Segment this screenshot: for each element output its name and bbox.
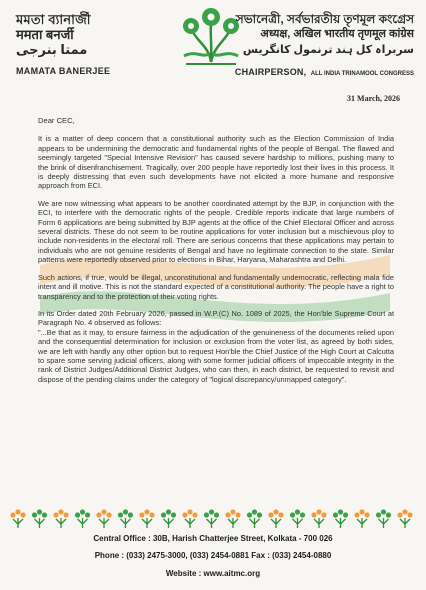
paragraph-3: Such actions, if true, would be illegal, unconstitutional and fundamentally undemocratic, reflecting mala fide intent and ill motive. This is not the standard expected of a constitutional authority. The people have a right to transparency and to the protection of their voting rights. — [38, 272, 394, 301]
court-quote: "...Be that as it may, to ensure fairness in the adjudication of the genuineness of the documents relied upon and the consequential determination for inclusion or exclusion from the voter list, as agreed by both sides, we are left with hardly any other option but to request Hon'ble the Chief Justice of the High Court at Calcutta to spare some serving judicial officers, along with some former judicial officers of impeccable integrity in the rank of District Judges/Additional District Judges, who can then, in each district, be requested to revisit and dispose of the pending claims under the category of "logical discrepancy/unmapped category". — [38, 327, 394, 384]
flower-motif-icon — [182, 509, 197, 528]
flower-motif-icon — [161, 509, 176, 528]
flower-motif-icon — [247, 509, 262, 528]
flower-motif-icon — [225, 509, 240, 528]
paragraph-4: In its Order dated 20th February 2026, passed in W.P.(C) No. 1089 of 2025, the Hon'ble Supreme Court at Paragraph No. 4 observed as follows: — [38, 308, 394, 328]
footer-office-address: Central Office : 30B, Harish Chatterjee Street, Kolkata - 700 026 — [93, 534, 333, 543]
designation-party: ALL INDIA TRINAMOOL CONGRESS — [310, 71, 414, 77]
flower-motif-icon — [96, 509, 111, 528]
footer-phone-fax: Phone : (033) 2475-3000, (033) 2454-0881 Fax : (033) 2454-0880 — [94, 551, 332, 560]
letter-body — [38, 116, 394, 384]
designation-urdu: سربراہ کل ہند ترنمول کانگریس — [242, 44, 414, 56]
flower-motif-icon — [139, 509, 154, 528]
flower-motif-icon — [75, 509, 90, 528]
flower-motif-icon — [311, 509, 326, 528]
designation-title: CHAIRPERSON, — [234, 67, 307, 77]
flower-motif-icon — [290, 509, 305, 528]
flower-motif-icon — [333, 509, 348, 528]
flower-motif-icon — [53, 509, 68, 528]
flower-motif-icon — [376, 509, 391, 528]
header-right — [204, 12, 414, 80]
name-hindi: ममता बनर्जी — [16, 27, 74, 42]
flower-motif-icon — [204, 509, 219, 528]
designation-hindi: अध्यक्ष, अखिल भारतीय तृणमूल कांग्रेस — [260, 28, 414, 40]
letter-date: 31 March, 2026 — [347, 94, 400, 103]
designation-bengali: সভানেত্রী, সর্বভারতীয় তৃণমূল কংগ্রেস — [235, 12, 414, 26]
flower-motif-icon — [118, 509, 133, 528]
designation-english — [204, 62, 414, 80]
paragraph-1: It is a matter of deep concern that a constitutional authority such as the Election Commission of India appears to be undermining the democratic and fundamental rights of the people of Bengal. The flawed and seemingly targeted "Special Intensive Revision" has caused severe hardship to millions, pushing many to the brink of disenfranchisement. Tragically, over 200 people have reportedly lost their lives in this process. It is deeply distressing that even such developments have not elicited a more humane and responsive approach from ECI. — [38, 134, 394, 191]
paragraph-2: We are now witnessing what appears to be another coordinated attempt by the BJP, in conjunction with the ECI, to interfere with the democratic rights of the people. Credible reports indicate that large numbers of Form 6 applications are being submitted by BJP agents at the office of the Chief Electoral Officer and across several districts. These do not seem to be routine applications for voter inclusion but a mischievous ploy to include non-residents in the electoral roll. There are serious concerns that these applications may pertain to individuals who are not genuine residents of Bengal and have no legitimate connection to the state. Similar patterns were reportedly observed prior to elections in Bihar, Haryana, Maharashtra and Delhi. — [38, 198, 394, 265]
salutation: Dear CEC, — [38, 116, 75, 125]
flower-motif-icon — [32, 509, 47, 528]
header-left — [16, 12, 166, 76]
name-bengali: মমতা ব্যানার্জী — [16, 12, 91, 27]
flower-border — [10, 506, 416, 530]
flower-motif-icon — [268, 509, 283, 528]
flower-motif-icon — [354, 509, 369, 528]
footer-website: Website : www.aitmc.org — [165, 569, 261, 578]
flower-motif-icon — [10, 509, 25, 528]
name-urdu: ممتا بنرجی — [16, 42, 88, 57]
flower-motif-icon — [397, 509, 412, 528]
name-english: MAMATA BANERJEE — [16, 66, 111, 76]
